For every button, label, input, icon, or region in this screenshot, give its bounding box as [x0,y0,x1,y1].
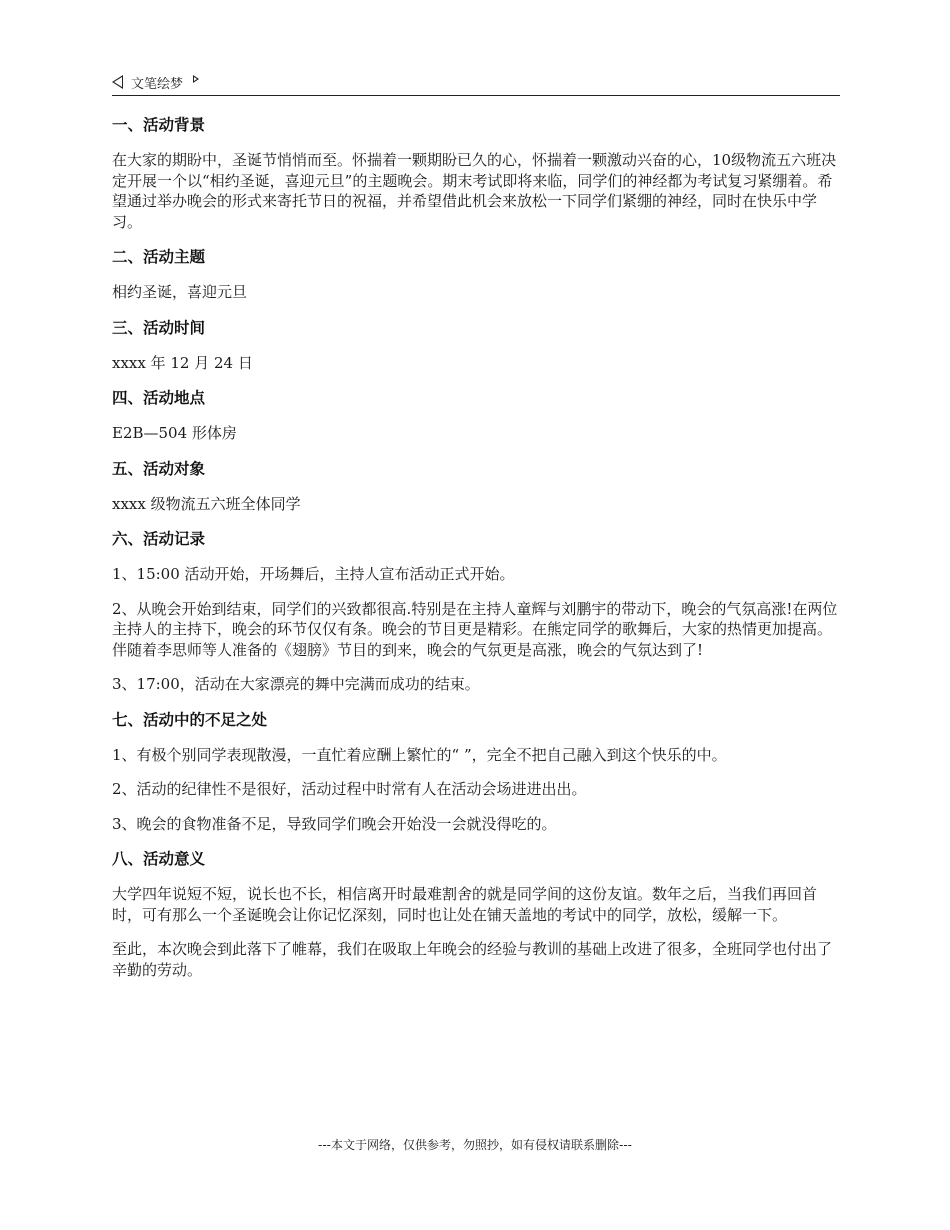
section-paragraph: 相约圣诞，喜迎元旦 [112,283,248,301]
brand-name: 文笔绘梦 [131,76,184,92]
document-body [112,114,840,980]
section-paragraph: 在大家的期盼中，圣诞节悄悄而至。怀揣着一颗期盼已久的心，怀揣着一颗激动兴奋的心，10级物流五六班决定开展一个以“相约圣诞，喜迎元旦”的主题晚会。期末考试即将来临，同学们的神经都为考试复习紧绷着。希望通过举办晚会的形式来寄托节日的祝福，并希望借此机会来放松一下同学们紧绷的神经，同时在快乐中学习。 [112,151,837,231]
section-paragraph: 3、17:00，活动在大家漂亮的舞中完满而成功的结束。 [112,675,480,693]
section-paragraph: 1、15:00 活动开始，开场舞后，主持人宣布活动正式开始。 [112,565,515,583]
section-paragraph: 1、有极个别同学表现散漫，一直忙着应酬上繁忙的“ ”，完全不把自己融入到这个快乐的中。 [112,745,727,764]
section-paragraph: 2、从晚会开始到结束，同学们的兴致都很高.特别是在主持人童辉与刘鹏宇的带动下，晚会的气氛高涨!在两位主持人的主持下，晚会的环节仅仅有条。晚会的节目更是精彩。在熊定同学的歌舞后，大家的热情更加提高。伴随着李思师等人准备的《翅膀》节目的到来，晚会的气氛更是高涨，晚会的气氛达到了! [112,599,838,659]
play-icon[interactable] [193,75,199,83]
document-page [112,70,840,994]
section-heading: 一、活动背景 [112,116,206,134]
section-paragraph: 2、活动的纪律性不是很好，活动过程中时常有人在活动会场进进出出。 [112,780,587,798]
section-paragraph: 3、晚会的食物准备不足，导致同学们晚会开始没一会就没得吃的。 [112,814,557,833]
section-heading: 四、活动地点 [112,389,206,407]
page-header [112,70,840,96]
footer-disclaimer: ---本文于网络，仅供参考，勿照抄，如有侵权请联系删除--- [318,1138,632,1152]
section-paragraph: 至此，本次晚会到此落下了帷幕，我们在吸取上年晚会的经验与教训的基础上改进了很多，全班同学也付出了辛勤的劳动。 [112,940,833,979]
section-heading: 二、活动主题 [112,248,206,266]
section-heading: 五、活动对象 [112,459,206,478]
back-arrow-icon[interactable] [112,75,123,89]
section-heading: 六、活动记录 [112,530,206,548]
section-heading: 七、活动中的不足之处 [112,710,268,729]
section-heading: 三、活动时间 [112,318,206,337]
section-paragraph: xxxx 级物流五六班全体同学 [112,494,301,513]
section-paragraph: E2B—504 形体房 [112,424,237,442]
section-paragraph: xxxx 年 12 月 24 日 [112,353,253,372]
section-heading: 八、活动意义 [112,850,206,868]
section-paragraph: 大学四年说短不短，说长也不长，相信离开时最难割舍的就是同学间的这份友谊。数年之后，当我们再回首时，可有那么一个圣诞晚会让你记忆深刻，同时也让处在铺天盖地的考试中的同学，放松，缓解一下。 [112,885,818,924]
